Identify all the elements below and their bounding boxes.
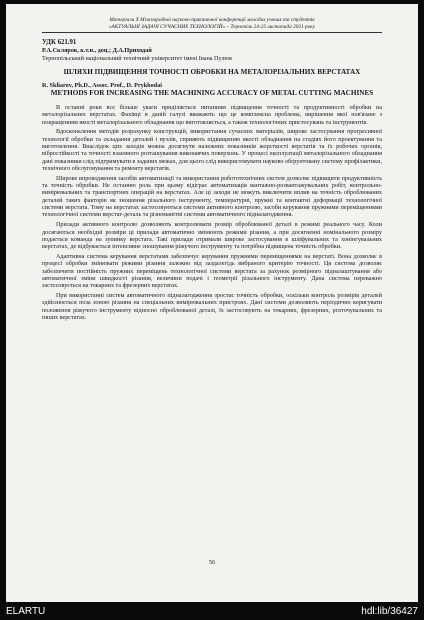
footer-handle[interactable]: hdl:lib/36427 (361, 606, 418, 617)
article-title-english: METHODS FOR INCREASING THE MACHINING ACCURACY OF METAL CUTTING MACHINES (50, 89, 374, 98)
paragraph: В останні роки все більше уваги приділяється питанням підвищення точності та продуктивності обробки на металорізальних верстатах. Фахівці в даній галузі вважають що це комплексна проблема, вирішення якої пов'язане з покращенням якості металорізального обладнання що виготовляється, а також технологічних пристосувань та інструментів. (42, 104, 382, 126)
affiliation: Тернопільський національний технічний університет імені Івана Пулюя (42, 54, 232, 62)
paragraph: Вдосконалення методів розрахунку конструкцій, використання сучасних матеріалів, широке застосування прогресивної технології обробки та складання деталей і вузлів, сприяють підвищенню якості обладнання на стадіях його проектування та виготовлення. Внаслідок цих заходів можна досягнути належних показників жорсткості верстатів та їх робочих органів, вібростійкості та точності взаємного розташування виконавчих поверхонь. У процесі експлуатації металорізального обладнання дані показники слід підтримувати в заданих межах, для цього слід використовувати науково обґрунтовану систему профілактики, технічного обслуговування та ремонту верстатів. (42, 129, 382, 173)
article-title: ШЛЯХИ ПІДВИЩЕННЯ ТОЧНОСТІ ОБРОБКИ НА МЕТАЛОРІЗАЛЬНИХ ВЕРСТАТАХ (63, 68, 361, 77)
repository-footer (0, 602, 424, 620)
article-body (42, 105, 382, 323)
paragraph: Прилади активного контролю дозволяють контролювати розмір оброблюваної деталі в режимі реального часу. Коли досягаються необхідні розміри ці прилади автоматично змінюють режими різання, а при досягненні номінального розміру подається команда на зупинку верстата. Такі прилади отримали широке застосування в шліфувальних та хонінгувальних верстатах, де відбувається інтенсивне зношування ріжучого інструменту та потрібна підвищена точність обробки. (42, 222, 382, 251)
header-line-1: Матеріали Х Міжнародної науково-практичної конференції молодих учених та студентів (109, 17, 315, 23)
footer-repository-name: ELARTU (6, 606, 46, 617)
running-header (42, 17, 382, 33)
page-number: 56 (208, 559, 216, 566)
paragraph: При використанні систем автоматичного підналагодження зростає точність обробки, оскільки контроль розмірів деталей здійснюється поза зоною різання на спеціальних вимірювальних пристроях. Дані системи дозволяють періодично коригувати положення ріжучого інструменту відносно оброблюваної деталі, їх застосовують на токарних, фрезерних, розточувальних та інших верстатах. (42, 293, 382, 322)
header-line-2: «АКТУАЛЬНІ ЗАДАЧІ СУЧАСНИХ ТЕХНОЛОГІЙ» – Тернопіль 24-25 листопада 2021 року (108, 23, 316, 30)
paragraph: Широке впровадження засобів автоматизації та використання робототехнічних систем дозволяє підвищити продуктивність та точність обробки. Не останню роль при цьому відіграє автоматизація вантажно-розвантажувальних робіт, контрольно-вимірювальних та транспортних операцій на верстатах. Але ці заходи не можуть виключити вплив на точність оброблюваних деталей таких факторів як зношення різального інструменту, температурні, пружні та контактні деформації технологічної системи верстата. Тому на верстатах застосовуються системи активного контролю, засоби керування пружними переміщеннями технологічної системи верстат-деталь та різноманітні системи автоматичного підналагодження. (42, 175, 382, 219)
udk-code: УДК 621.91 (42, 39, 77, 47)
document-page (6, 4, 418, 602)
authors: Р.А.Скляров, к.т.н., доц.; Д.А.Приходай (42, 47, 152, 55)
authors-english: R. Skliarov, Ph.D., Assoc. Prof., D. Prykhodai (42, 81, 162, 89)
paragraph: Адаптивна система керування верстатами забезпечує керування пружними переміщеннями на верстаті. Вона дозволяє в процесі обробки змінювати режими різання залежно від заздалегідь вибраного критерію точності. Ця система дозволяє забезпечити постійність пружних переміщень технологічної системи верстата за рахунок розмірного підналаштування або автоматичної зміни швидкості різання, величини подачі і геометрії різального інструменту. Дана система переважно застосовується на токарних та фрезерних верстатах. (42, 253, 382, 290)
